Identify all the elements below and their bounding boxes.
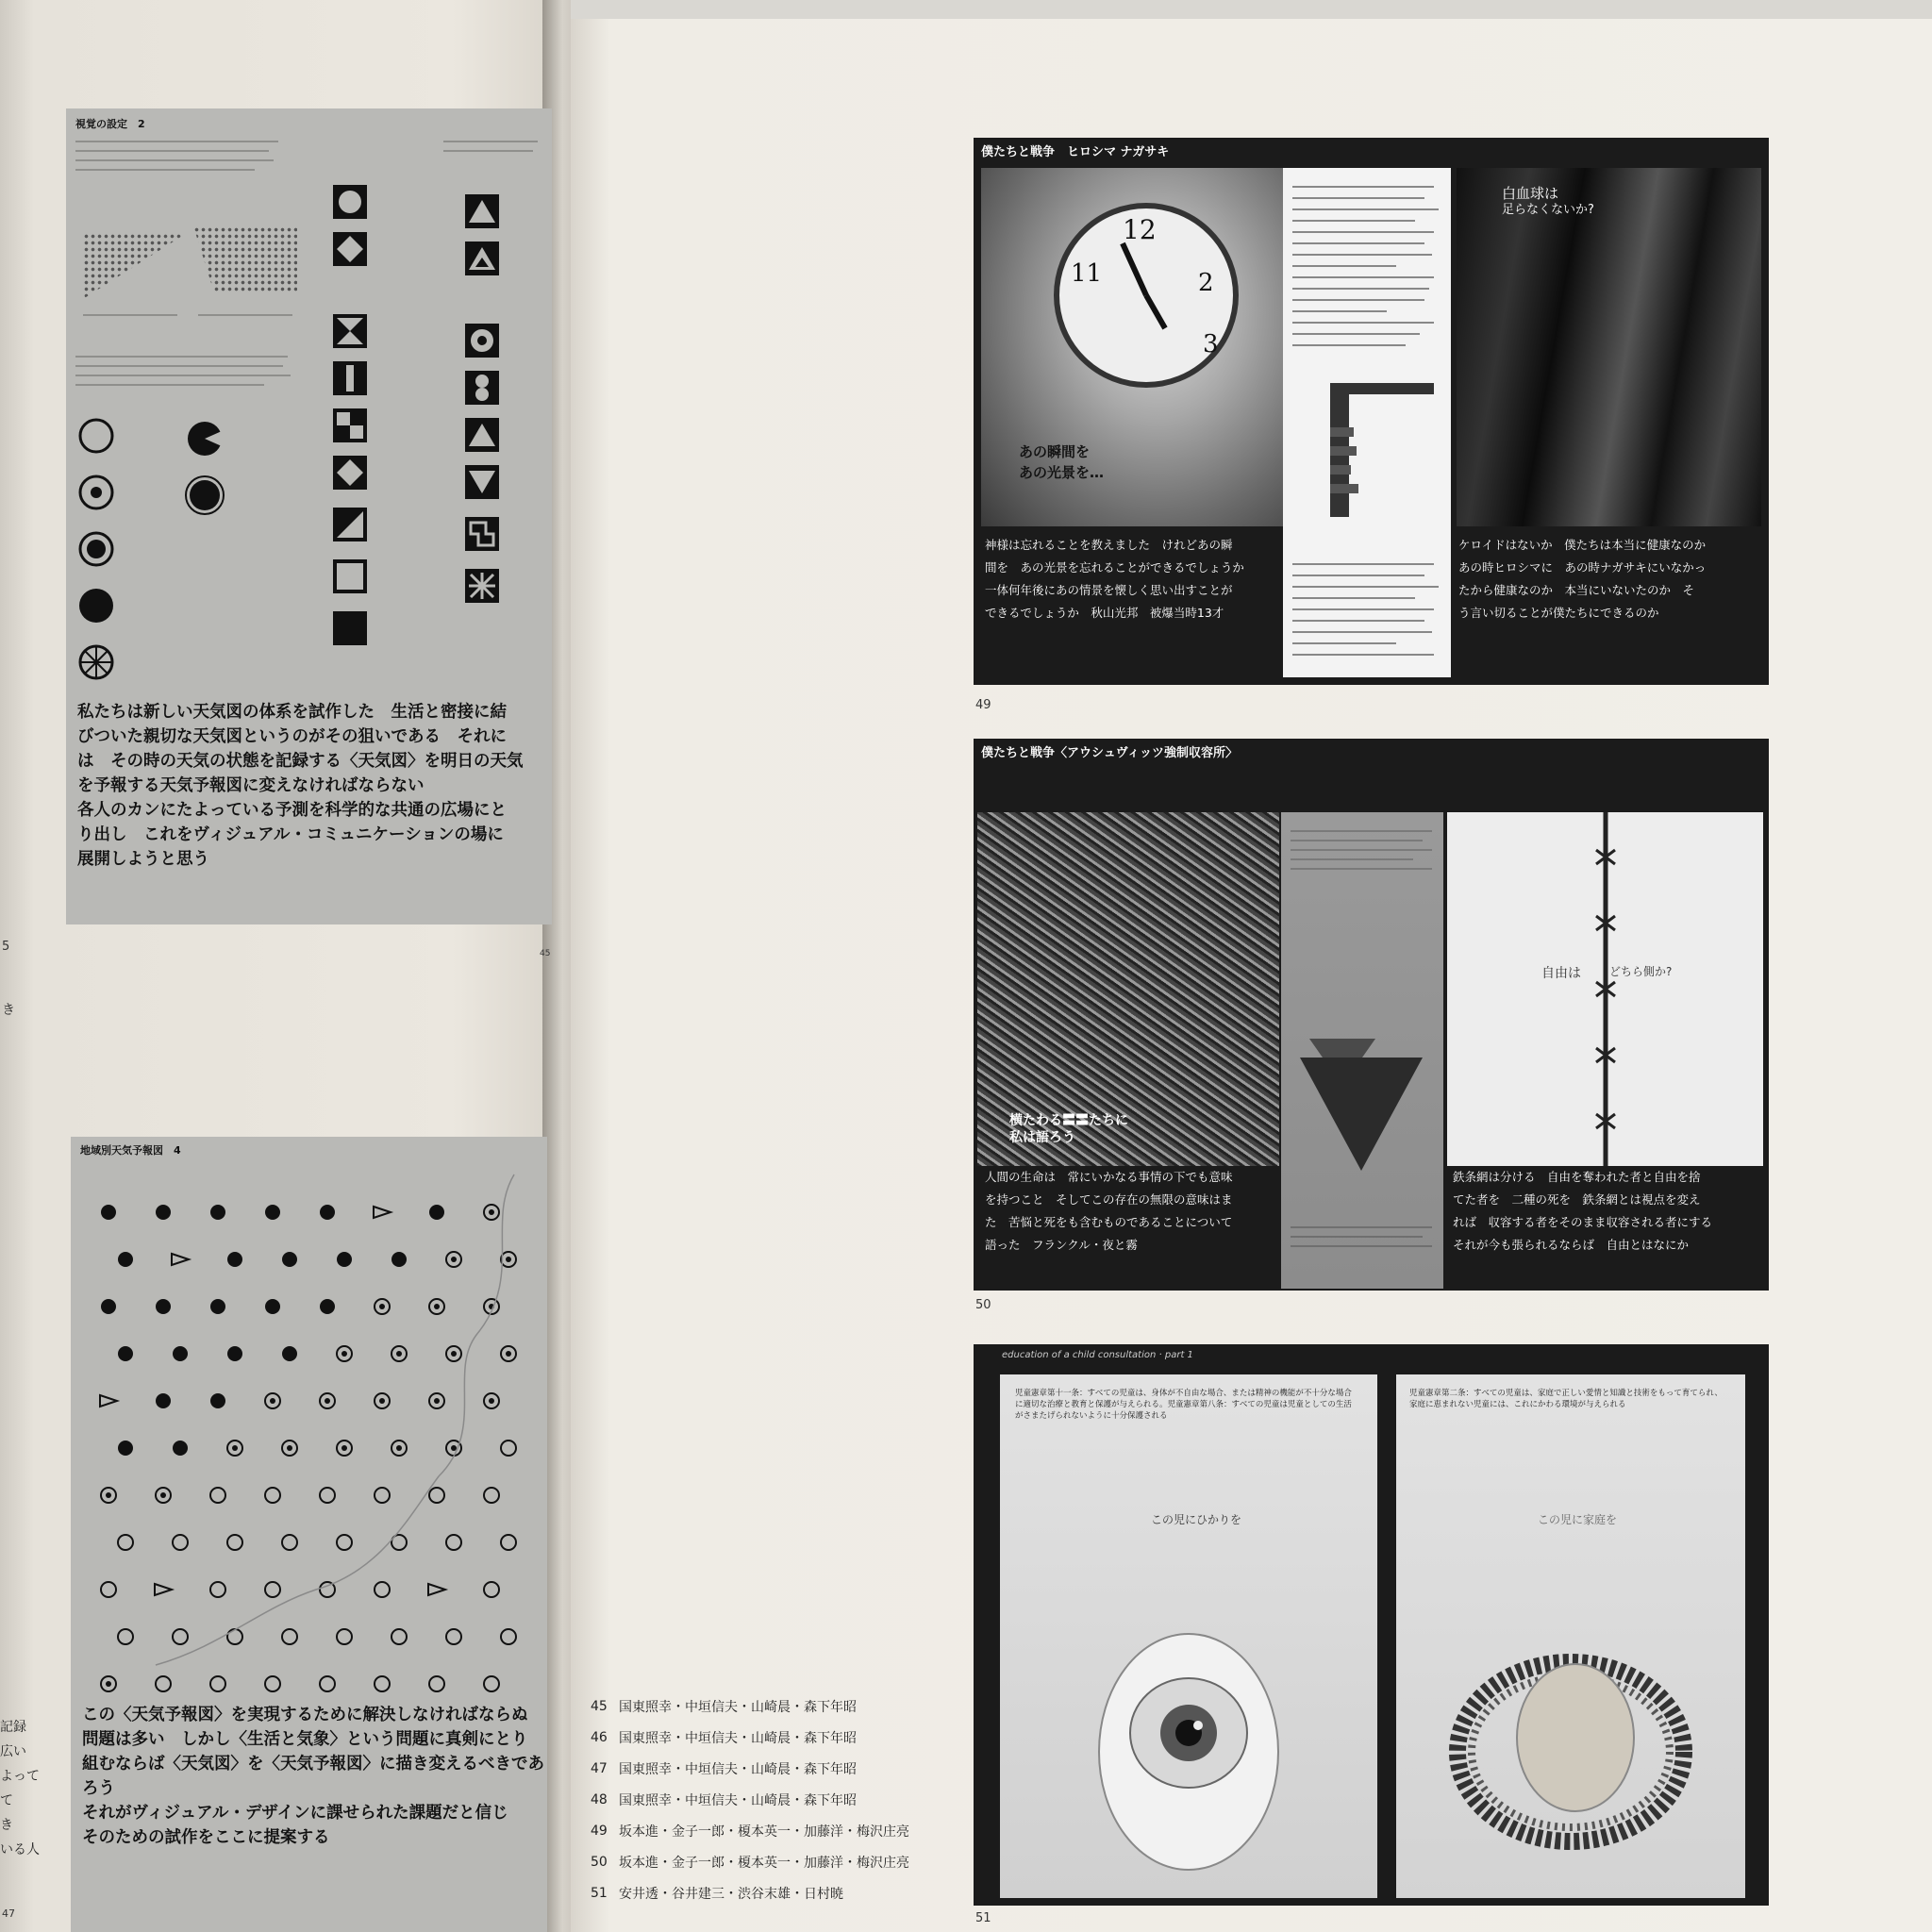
map-symbol xyxy=(156,1299,171,1314)
map-symbol xyxy=(282,1629,297,1644)
heading-line: 足らなくないか? xyxy=(1502,203,1594,217)
overlay-line: あの光景を… xyxy=(1019,464,1105,481)
map-symbol xyxy=(265,1582,280,1597)
heading-line: 白血球は xyxy=(1502,185,1559,202)
caption-line: ケロイドはないか 僕たちは本当に健康なのか xyxy=(1458,538,1707,552)
map-symbol xyxy=(210,1205,225,1220)
card-caption xyxy=(82,1703,549,1850)
map-symbol xyxy=(118,1535,133,1550)
caption-line: それがヴィジュアル・デザインに課せられた課題だと信じ xyxy=(82,1804,508,1823)
caption-line: あの時ヒロシマに あの時ナガサキにいなかっ xyxy=(1458,560,1707,575)
map-symbol xyxy=(429,1676,444,1691)
map-symbol xyxy=(320,1676,335,1691)
credit-row xyxy=(591,1690,909,1722)
map-symbol xyxy=(210,1393,225,1408)
panel-number: 51 xyxy=(975,1911,991,1925)
caption-line: それが今も張られるならば 自由とはなにか xyxy=(1453,1238,1690,1252)
map-symbol xyxy=(428,1584,445,1595)
caption-line: 組むならば〈天気図〉を〈天気予報図〉に描き変えるべきであ xyxy=(82,1755,544,1774)
map-symbol xyxy=(337,1252,352,1267)
caption-line: 神様は忘れることを教えました けれどあの瞬 xyxy=(985,538,1233,552)
map-symbol xyxy=(320,1299,335,1314)
credit-names: 国東照幸・中垣信夫・山崎晨・森下年昭 xyxy=(619,1792,857,1808)
dot-pattern xyxy=(193,226,297,292)
poster-panel-51 xyxy=(974,1344,1769,1906)
clock-photo xyxy=(981,168,1302,526)
credit-names: 国東照幸・中垣信夫・山崎晨・森下年昭 xyxy=(619,1730,857,1746)
fine-print-line xyxy=(443,150,533,152)
map-symbol xyxy=(101,1205,116,1220)
poster-heading: 児童憲章第十一条：すべての児童は、身体が不自由な場合、または精神の機能が不十分な場合に適切な治療と教育と保護が与えられる。児童憲章第八条：すべての児童は児童としての生活がさまたげられないように十分保護される xyxy=(1015,1389,1352,1421)
map-symbol xyxy=(501,1629,516,1644)
map-symbol xyxy=(337,1629,352,1644)
photo-overlay-text xyxy=(1019,441,1104,483)
map-symbol xyxy=(429,1488,444,1503)
svg-text:3: 3 xyxy=(1203,330,1219,358)
map-symbol xyxy=(375,1393,390,1408)
card-title: 視覚の設定 2 xyxy=(75,118,145,130)
credit-number: 49 xyxy=(591,1823,608,1839)
map-symbol xyxy=(375,1488,390,1503)
map-symbol xyxy=(320,1205,335,1220)
center-text: どちら側か? xyxy=(1609,965,1673,978)
map-symbol xyxy=(484,1393,499,1408)
caption-line: 間を あの光景を忘れることができるでしょうか xyxy=(985,560,1244,575)
panel-title: education of a child consultation · part 1 xyxy=(1002,1350,1193,1360)
map-symbol xyxy=(156,1488,171,1503)
caption-line: たから健康なのか 本当にいないたのか そ xyxy=(1458,583,1695,597)
caption-line: ろう xyxy=(82,1779,115,1798)
caption-line: 展開しようと思う xyxy=(77,850,209,869)
margin-fragment: き xyxy=(2,1003,15,1018)
poster-panel-49 xyxy=(974,138,1769,685)
map-symbol xyxy=(265,1676,280,1691)
panel-title: 僕たちと戦争〈アウシュヴィッツ強制収容所〉 xyxy=(981,746,1238,760)
map-symbol xyxy=(446,1346,461,1361)
text-column-with-chart xyxy=(1283,168,1451,677)
map-symbol xyxy=(173,1441,188,1456)
photo-heading xyxy=(1502,185,1594,219)
map-symbol xyxy=(282,1441,297,1456)
center-text: 自由は xyxy=(1541,966,1581,981)
map-symbol xyxy=(320,1393,335,1408)
poster-heading: 児童憲章第二条：すべての児童は、家庭で正しい愛情と知識と技術をもって育てられ、家庭に恵まれない児童には、これにかわる環境が与えられる xyxy=(1409,1389,1723,1409)
panel-caption-right xyxy=(1458,534,1706,625)
map-symbol xyxy=(375,1582,390,1597)
map-symbol xyxy=(282,1535,297,1550)
regional-forecast-map-card xyxy=(71,1137,547,1932)
map-symbol xyxy=(100,1395,117,1407)
map-symbol xyxy=(484,1676,499,1691)
caption-line: この〈天気予報図〉を実現するために解決しなければならぬ xyxy=(82,1706,528,1724)
square-symbol-column xyxy=(330,182,377,748)
map-symbol xyxy=(265,1299,280,1314)
map-symbol xyxy=(446,1535,461,1550)
card-caption xyxy=(77,700,544,872)
svg-text:12: 12 xyxy=(1123,214,1157,245)
map-symbol xyxy=(101,1488,116,1503)
map-symbol xyxy=(446,1629,461,1644)
poster-title: この児にひかりを xyxy=(1151,1513,1242,1526)
fine-print-line xyxy=(443,141,538,142)
margin-fragment: 記録 xyxy=(0,1720,26,1735)
map-symbol xyxy=(501,1252,516,1267)
map-symbol xyxy=(429,1205,444,1220)
panel-caption-left xyxy=(985,534,1244,625)
caption-line: 私たちは新しい天気図の体系を試作した 生活と密接に結 xyxy=(77,703,507,722)
map-symbol xyxy=(429,1393,444,1408)
caption-line: た 苦悩と死をも含むものであることについて xyxy=(985,1215,1233,1229)
map-symbol xyxy=(173,1346,188,1361)
map-symbol xyxy=(337,1535,352,1550)
nest-egg-poster xyxy=(1396,1374,1745,1898)
fine-print-line xyxy=(75,375,291,376)
spoons-pile-photo xyxy=(977,812,1279,1166)
caption-line: 鉄条網は分ける 自由を奪われた者と自由を捨 xyxy=(1453,1170,1701,1184)
caption-line: は その時の天気の状態を記録する〈天気図〉を明日の天気 xyxy=(77,752,524,771)
panel-title: 僕たちと戦争 ヒロシマ ナガサキ xyxy=(981,145,1170,159)
caption-line: を持つこと そしてこの存在の無限の意味はま xyxy=(985,1192,1233,1207)
fine-print-line xyxy=(83,314,177,316)
map-symbol xyxy=(501,1346,516,1361)
map-symbol xyxy=(227,1441,242,1456)
credit-row xyxy=(591,1877,909,1908)
map-symbol xyxy=(101,1582,116,1597)
caption-line: を予報する天気予報図に変えなければならない xyxy=(77,776,425,795)
card-title: 地域別天気予報図 4 xyxy=(80,1144,181,1157)
map-symbol xyxy=(172,1254,189,1265)
credit-row xyxy=(591,1722,909,1753)
map-symbol xyxy=(118,1441,133,1456)
map-symbol xyxy=(227,1629,242,1644)
map-symbol xyxy=(446,1252,461,1267)
map-symbol xyxy=(337,1346,352,1361)
credit-names: 国東照幸・中垣信夫・山崎晨・森下年昭 xyxy=(619,1761,857,1777)
map-symbol xyxy=(265,1393,280,1408)
map-symbol xyxy=(375,1676,390,1691)
map-symbol xyxy=(320,1488,335,1503)
margin-fragment: 広い xyxy=(0,1744,26,1759)
map-symbol xyxy=(265,1205,280,1220)
map-symbol xyxy=(282,1252,297,1267)
map-symbol xyxy=(484,1488,499,1503)
fine-print-line xyxy=(75,356,288,358)
triangle-graphic-column xyxy=(1281,812,1443,1289)
credit-number: 46 xyxy=(591,1729,608,1745)
caption-line: できるでしょうか 秋山光邦 被爆当時13才 xyxy=(985,606,1224,620)
credit-number: 45 xyxy=(591,1698,608,1714)
panel-number: 50 xyxy=(975,1298,991,1312)
page-number: 47 xyxy=(2,1907,15,1920)
credit-names: 安井透・谷井建三・渋谷末雄・日村暁 xyxy=(619,1886,843,1902)
map-symbol xyxy=(156,1393,171,1408)
map-symbol xyxy=(210,1488,225,1503)
map-symbol xyxy=(118,1629,133,1644)
caption-line: れば 収容する者をそのまま収容される者にする xyxy=(1453,1215,1713,1229)
credit-names: 坂本進・金子一郎・榎本英一・加藤洋・梅沢庄亮 xyxy=(619,1824,909,1840)
credit-number: 48 xyxy=(591,1791,608,1807)
credit-names: 坂本進・金子一郎・榎本英一・加藤洋・梅沢庄亮 xyxy=(619,1855,909,1871)
map-symbol xyxy=(501,1535,516,1550)
credit-row xyxy=(591,1815,909,1846)
caption-line: 問題は多い しかし〈生活と気象〉という問題に真剣にとり xyxy=(82,1730,528,1749)
map-symbol xyxy=(375,1299,390,1314)
caption-line: そのための試作をここに提案する xyxy=(82,1828,330,1847)
fine-print-line xyxy=(75,384,264,386)
map-symbol xyxy=(501,1441,516,1456)
map-symbol xyxy=(101,1299,116,1314)
map-symbol xyxy=(210,1676,225,1691)
credit-row xyxy=(591,1846,909,1877)
map-symbol xyxy=(337,1441,352,1456)
map-symbol xyxy=(227,1346,242,1361)
weather-symbols-card xyxy=(66,108,552,924)
caption-line: り出し これをヴィジュアル・コミュニケーションの場に xyxy=(77,825,504,844)
map-symbol xyxy=(391,1441,407,1456)
caption-line: 語った フランクル・夜と霧 xyxy=(985,1238,1138,1252)
svg-text:2: 2 xyxy=(1198,269,1214,297)
poster-title: この児に家庭を xyxy=(1538,1513,1618,1526)
map-symbol xyxy=(156,1676,171,1691)
credit-names: 国東照幸・中垣信夫・山崎晨・森下年昭 xyxy=(619,1699,857,1715)
margin-fragment: いる人 xyxy=(0,1842,40,1857)
map-symbol xyxy=(173,1535,188,1550)
map-symbol xyxy=(156,1205,171,1220)
inverted-triangle-icon xyxy=(1281,812,1443,1289)
map-symbol xyxy=(484,1582,499,1597)
caption-line: 人間の生命は 常にいかなる事情の下でも意味 xyxy=(985,1170,1233,1184)
dot-pattern xyxy=(83,233,187,299)
fine-print-line xyxy=(75,365,283,367)
credit-number: 47 xyxy=(591,1760,608,1776)
margin-fragment: よって xyxy=(0,1769,40,1784)
eye-icon xyxy=(1000,1374,1377,1898)
caption-line: 一体何年後にあの情景を懐しく思い出すことが xyxy=(985,583,1233,597)
margin-fragment: き xyxy=(0,1818,13,1833)
map-symbol xyxy=(101,1676,116,1691)
poster-panel-50 xyxy=(974,739,1769,1291)
caption-line: てた者を 二種の死を 鉄条網とは視点を変え xyxy=(1453,1192,1701,1207)
forecast-symbol-map xyxy=(71,1137,547,1703)
fine-print-line xyxy=(75,169,255,171)
map-symbol xyxy=(227,1252,242,1267)
bar-chart-graphic xyxy=(1283,168,1451,677)
map-symbol xyxy=(227,1535,242,1550)
map-symbol xyxy=(173,1629,188,1644)
map-symbol xyxy=(429,1299,444,1314)
overlay-line: あの瞬間を xyxy=(1019,443,1091,460)
barbed-wire-photo xyxy=(1447,812,1763,1166)
caption-line: びついた親切な天気図というのがその狙いである それに xyxy=(77,727,507,746)
fine-print-line xyxy=(198,314,292,316)
overlay-line: 私は語ろう xyxy=(1009,1130,1075,1145)
map-symbol xyxy=(118,1252,133,1267)
map-symbol xyxy=(118,1346,133,1361)
caption-line: 各人のカンにたよっている予測を科学的な共通の広場にと xyxy=(77,801,507,820)
map-symbol xyxy=(265,1488,280,1503)
fine-print-line xyxy=(75,159,274,161)
caption-line: う言い切ることが僕たちにできるのか xyxy=(1458,606,1659,620)
nest-icon xyxy=(1396,1374,1745,1898)
margin-fragment: て xyxy=(0,1793,13,1808)
credits-list xyxy=(591,1690,909,1908)
fine-print-line xyxy=(75,141,278,142)
fine-print-line xyxy=(75,150,269,152)
barbed-wire-icon xyxy=(1447,812,1763,1166)
map-symbol xyxy=(391,1252,407,1267)
photo-overlay-text xyxy=(1009,1112,1128,1146)
page-number: 45 xyxy=(540,949,551,958)
map-symbol xyxy=(155,1584,172,1595)
map-symbol xyxy=(374,1207,391,1218)
legs-photo xyxy=(1457,168,1761,526)
credit-number: 50 xyxy=(591,1854,608,1870)
credit-row xyxy=(591,1784,909,1815)
overlay-line: 横たわる〓〓たちに xyxy=(1009,1113,1128,1128)
map-symbol xyxy=(282,1346,297,1361)
panel-caption-left xyxy=(985,1166,1233,1257)
credit-number: 51 xyxy=(591,1885,608,1901)
weather-symbol-column xyxy=(184,418,241,541)
square-symbol-column xyxy=(462,192,509,739)
page-number: 5 xyxy=(2,940,10,954)
weather-symbol-column xyxy=(75,415,132,689)
eye-egg-poster xyxy=(1000,1374,1377,1898)
svg-text:11: 11 xyxy=(1071,259,1103,288)
map-symbol xyxy=(391,1629,407,1644)
photo-center-text xyxy=(1541,963,1672,982)
map-symbol xyxy=(391,1346,407,1361)
panel-number: 49 xyxy=(975,698,991,712)
credit-row xyxy=(591,1753,909,1784)
panel-caption-right xyxy=(1453,1166,1712,1257)
map-symbol xyxy=(484,1205,499,1220)
map-symbol xyxy=(210,1582,225,1597)
map-symbol xyxy=(210,1299,225,1314)
